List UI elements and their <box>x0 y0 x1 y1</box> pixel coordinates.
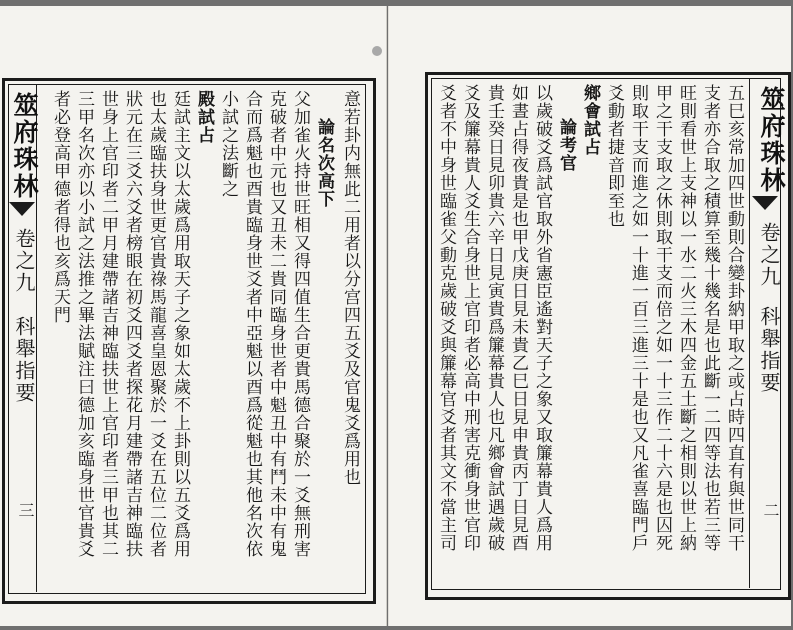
right-ear-title: 筮府珠林 <box>757 86 786 194</box>
text-column: 貴壬癸日見卯貴六辛日見寅貴爲簾幕貴人也凡鄉會試遇歲破 <box>484 84 504 552</box>
section-heading: 殿試占 <box>194 90 214 144</box>
binding-hole <box>372 46 382 56</box>
text-column: 父加雀火持世旺相又得四值生合更貴馬德合聚於一爻無刑害 <box>290 90 310 558</box>
right-ear-section: 科舉指要 <box>757 306 781 394</box>
left-ear-section: 科舉指要 <box>12 316 36 404</box>
left-fish-tail <box>9 202 35 216</box>
text-column: 世身上官印者二甲月建帶諸吉神臨扶世上官印者三甲也其二 <box>98 90 118 558</box>
text-column: 旺則看世上支神以一水二火三木四金五土斷之相則以世上納 <box>676 84 696 552</box>
text-column: 也太歲臨扶身世更官貴祿馬龍喜皇恩聚於一爻在五位二位者 <box>146 90 166 558</box>
text-column: 克破者中元也又丑未二貴同臨身世者中魁丑中有鬥未中有鬼 <box>266 90 286 558</box>
text-column: 則取干支而進之如一十進一百三進三十是也又凡雀喜臨門戶 <box>628 84 648 552</box>
text-column: 如晝占得夜貴是也甲戊庚日見未貴乙巳日見申貴丙丁日見酉 <box>508 84 528 552</box>
text-column: 小試之法斷之 <box>218 90 238 198</box>
left-ear-volume: 卷之九 <box>12 228 36 294</box>
text-column: 合而爲魁也酉貴臨身世爻者中亞魁以酉爲從魁也其他名次依 <box>242 90 262 558</box>
text-column: 五巳亥常加四世動則合變卦納甲取之或占時四直有與世同干 <box>724 84 744 552</box>
section-heading: 鄉會試占 <box>580 84 600 156</box>
right-ear-page-number: 二 <box>761 502 780 518</box>
right-ear-divider <box>749 78 750 588</box>
text-column: 者必登高甲德者得也亥爲天門 <box>50 90 70 324</box>
text-column: 爻動者捷音即至也 <box>604 84 624 228</box>
left-page <box>0 6 387 626</box>
text-column: 甲之干支取之休則取干支而倍之如一十三作二十六是也囚死 <box>652 84 672 552</box>
text-column: 爻者不中身世臨雀父動克歲破爻與簾幕官爻者其文不當主司 <box>436 84 456 552</box>
left-ear-page-number: 三 <box>16 502 35 518</box>
text-column: 支者亦合取之積算至幾十幾名是也此斷一二四等法也若三等 <box>700 84 720 552</box>
section-heading: 論名次高下 <box>314 118 334 208</box>
left-ear-title: 筮府珠林 <box>10 92 39 200</box>
right-page <box>388 6 791 626</box>
text-column: 狀元在三爻六爻者榜眼在初爻四爻者探花月建帶諸吉神臨扶 <box>122 90 142 558</box>
right-ear-volume: 卷之九 <box>757 222 781 288</box>
text-column: 廷試主文以太歲爲用取天子之象如太歲不上卦則以五爻爲用 <box>170 90 190 558</box>
text-column: 以歲破爻爲試官取外省憲臣遙對天子之象又取簾幕貴人爲用 <box>532 84 552 552</box>
text-column: 三甲名次亦以小試之法推之畢法賦注曰德加亥臨身世官貴爻 <box>74 90 94 558</box>
section-heading: 論考官 <box>556 118 576 172</box>
text-column: 爻及簾幕貴人爻生合身世上官印者必高中刑害克衝身世官印 <box>460 84 480 552</box>
right-fish-tail <box>752 196 778 210</box>
text-column: 意若卦内無此二用者以分宫四五爻及官鬼爻爲用也 <box>340 90 360 486</box>
